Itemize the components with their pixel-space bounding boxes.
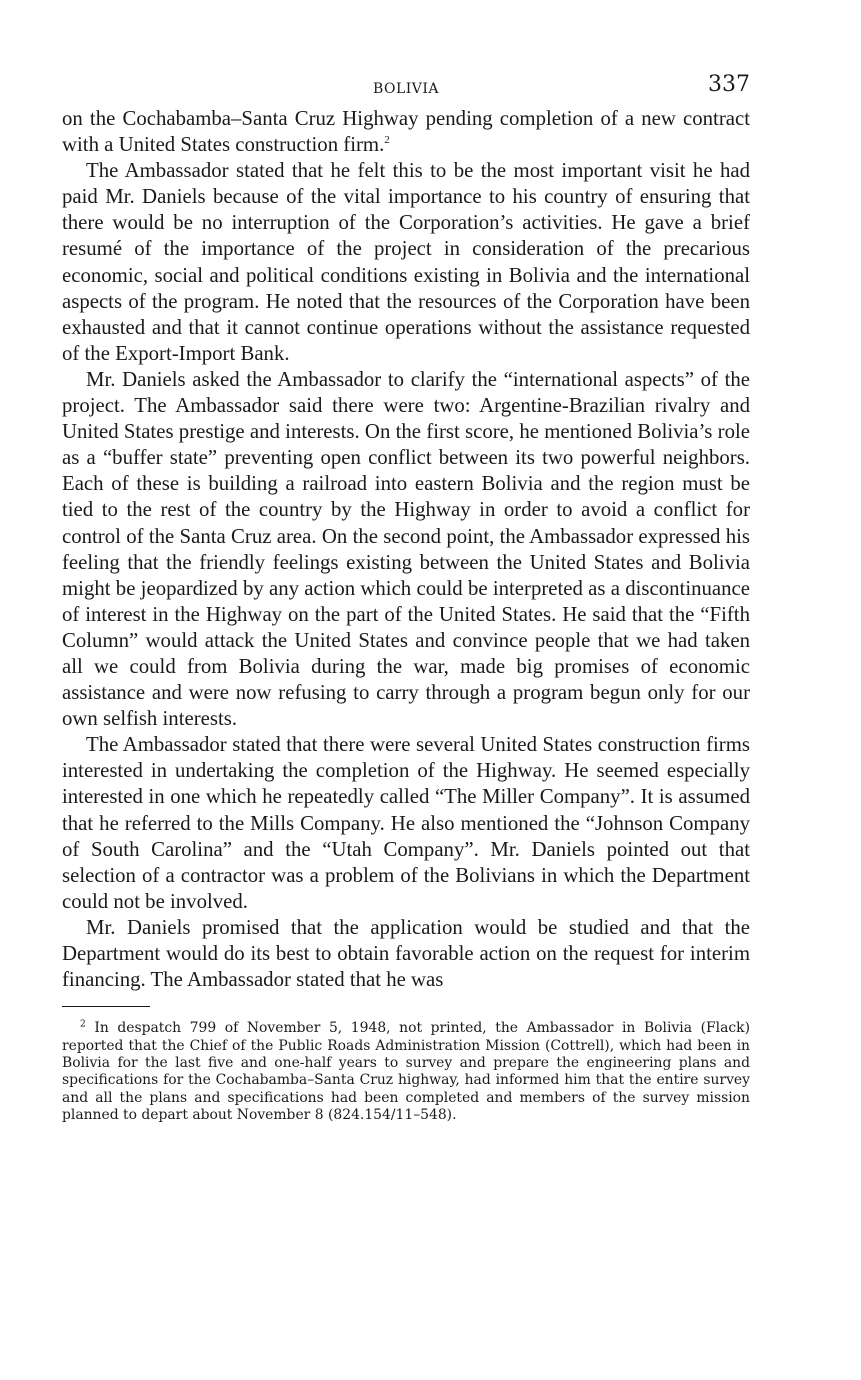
body-text bbox=[62, 106, 750, 993]
paragraph: The Ambassador stated that he felt this to be the most important visit he had paid Mr. Daniels because of the vital importance to his country of ensuring that there would be no interruption of the Corporation’s activities. He gave a brief resumé of the importance of the project in consideration of the precarious economic, social and political conditions existing in Bolivia and the international aspects of the program. He noted that the resources of the Corporation have been exhausted and that it cannot continue operations without the assistance requested of the Export-Import Bank. bbox=[62, 159, 750, 365]
paragraph: The Ambassador stated that there were several United States construction firms interested in undertaking the completion of the Highway. He seemed especially interested in one which he repeatedly called “The Miller Company”. It is assumed that he referred to the Mills Company. He also mentioned the “Johnson Company of South Carolina” and the “Utah Company”. Mr. Daniels pointed out that selection of a contractor was a problem of the Bolivians in which the Department could not be involved. bbox=[62, 733, 750, 913]
paragraph-text: on the Cochabamba–Santa Cruz Highway pending completion of a new contract with a United States construction firm. bbox=[62, 107, 750, 157]
footnote bbox=[62, 1020, 750, 1124]
footnote-divider bbox=[62, 1006, 150, 1007]
footnote-reference: 2 bbox=[384, 134, 390, 147]
running-title: BOLIVIA bbox=[372, 81, 440, 97]
footnote-text: In despatch 799 of November 5, 1948, not printed, the Ambassador in Bolivia (Flack) reported that the Chief of the Public Roads Administration Mission (Cottrell), which had been in Bolivia for the last five and one-half years to survey and prepare the engineering plans and specifications for the Cochabamba–Santa Cruz highway, had informed him that the entire survey and all the plans and specifications had been completed and members of the survey mission planned to depart about November 8 (824.154/11–548). bbox=[62, 1020, 750, 1124]
paragraph: Mr. Daniels asked the Ambassador to clarify the “international aspects” of the project. The Ambassador said there were two: Argentine-Brazilian rivalry and United States prestige and interests. On the first score, he mentioned Bolivia’s role as a “buffer state” preventing open conflict between its two powerful neighbors. Each of these is building a railroad into eastern Bolivia and the region must be tied to the rest of the country by the Highway in order to avoid a conflict for control of the Santa Cruz area. On the second point, the Ambassador expressed his feeling that the friendly feelings existing between the United States and Bolivia might be jeopardized by any action which could be interpreted as a discontinuance of interest in the Highway on the part of the United States. He said that the “Fifth Column” would attack the United States and convince people that we had taken all we could from Bolivia during the war, made big promises of economic assistance and were now refusing to carry through a program begun only for our own selfish interests. bbox=[62, 367, 750, 731]
paragraph: Mr. Daniels promised that the application would be studied and that the Department would do its best to obtain favorable action on the request for interim financing. The Ambassador stated that he was bbox=[62, 915, 750, 992]
footnote-marker: 2 bbox=[80, 1019, 86, 1030]
paragraph-continued bbox=[62, 106, 750, 158]
page-number: 337 bbox=[708, 72, 750, 97]
running-head bbox=[62, 72, 750, 106]
page-content bbox=[62, 72, 750, 1125]
